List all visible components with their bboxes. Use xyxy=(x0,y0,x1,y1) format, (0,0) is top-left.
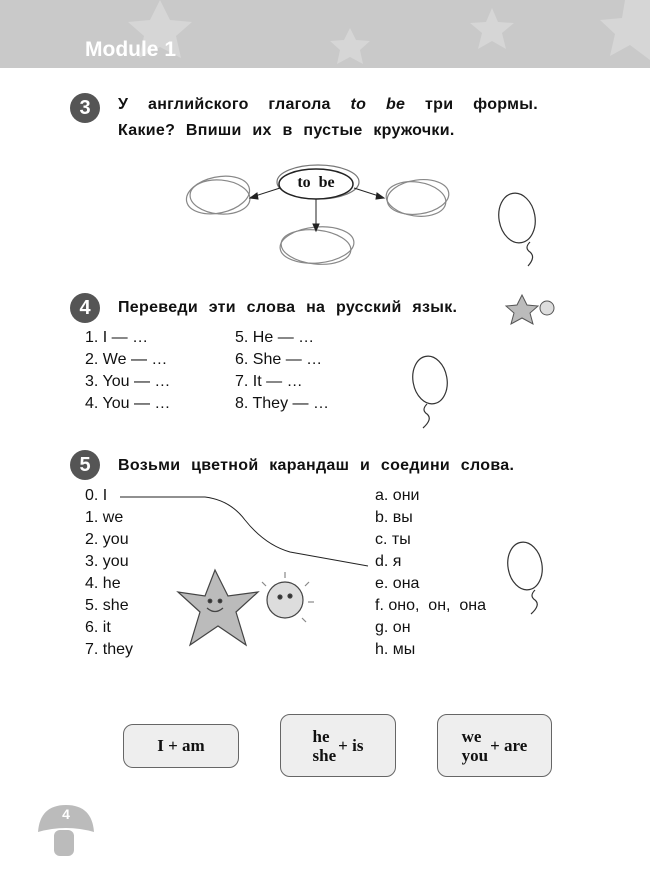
task-text: три формы. xyxy=(405,96,538,113)
list-item: 3. You — … xyxy=(85,373,171,390)
list-item: b. вы xyxy=(375,509,413,526)
verb: + is xyxy=(338,735,364,755)
exercise-number: 4 xyxy=(70,293,100,323)
module-title: Module 1 xyxy=(85,38,177,61)
task-emphasis: to be xyxy=(350,96,406,113)
star-sun-illustration xyxy=(178,570,314,645)
star-icon xyxy=(128,0,650,64)
list-item: a. они xyxy=(375,487,420,504)
page-number: 4 xyxy=(62,806,70,822)
list-item: 6. it xyxy=(85,619,111,636)
list-item: e. она xyxy=(375,575,420,592)
to-be-label: to be xyxy=(297,174,335,191)
subject: she xyxy=(312,745,337,765)
subject: you xyxy=(461,745,489,765)
list-item: 5. she xyxy=(85,597,129,614)
list-item: 4. he xyxy=(85,575,121,592)
list-item: 0. I xyxy=(85,487,108,504)
star-sun-icon xyxy=(506,295,554,324)
rule-box-am xyxy=(123,724,239,768)
list-item: 6. She — … xyxy=(235,351,323,368)
sample-connection-line xyxy=(120,497,368,566)
list-item: d. я xyxy=(375,553,402,570)
subject: we xyxy=(461,726,482,746)
list-item: 4. You — … xyxy=(85,395,171,412)
list-item: 1. we xyxy=(85,509,124,526)
list-item: c. ты xyxy=(375,531,411,548)
list-item: g. он xyxy=(375,619,411,636)
list-item: 5. He — … xyxy=(235,329,315,346)
exercise-3-task xyxy=(118,92,538,144)
russian-words xyxy=(375,485,486,661)
task-text: Какие? Впиши их в пустые кружочки. xyxy=(118,122,455,139)
subject: I xyxy=(157,736,164,755)
subject: he xyxy=(312,726,330,746)
verb: + are xyxy=(490,735,528,755)
verb: + am xyxy=(168,736,205,755)
list-item: 8. They — … xyxy=(235,395,329,412)
list-item: h. мы xyxy=(375,641,416,658)
list-item: f. оно, он, она xyxy=(375,597,487,614)
english-words xyxy=(85,485,133,661)
task-text: У английского глагола xyxy=(118,96,351,113)
word-list-2 xyxy=(235,327,329,415)
rule-box-is xyxy=(280,714,396,777)
list-item: 7. they xyxy=(85,641,134,658)
rule-box-are xyxy=(437,714,552,777)
exercise-4-task: Переведи эти слова на русский язык. xyxy=(118,299,458,316)
list-item: 2. you xyxy=(85,531,129,548)
exercise-number: 3 xyxy=(70,93,100,123)
exercise-5-task: Возьми цветной карандаш и соедини слова. xyxy=(118,457,515,474)
list-item: 7. It — … xyxy=(235,373,303,390)
exercise-number: 5 xyxy=(70,450,100,480)
word-list-1 xyxy=(85,327,170,415)
list-item: 1. I — … xyxy=(85,329,149,346)
list-item: 3. you xyxy=(85,553,129,570)
list-item: 2. We — … xyxy=(85,351,168,368)
